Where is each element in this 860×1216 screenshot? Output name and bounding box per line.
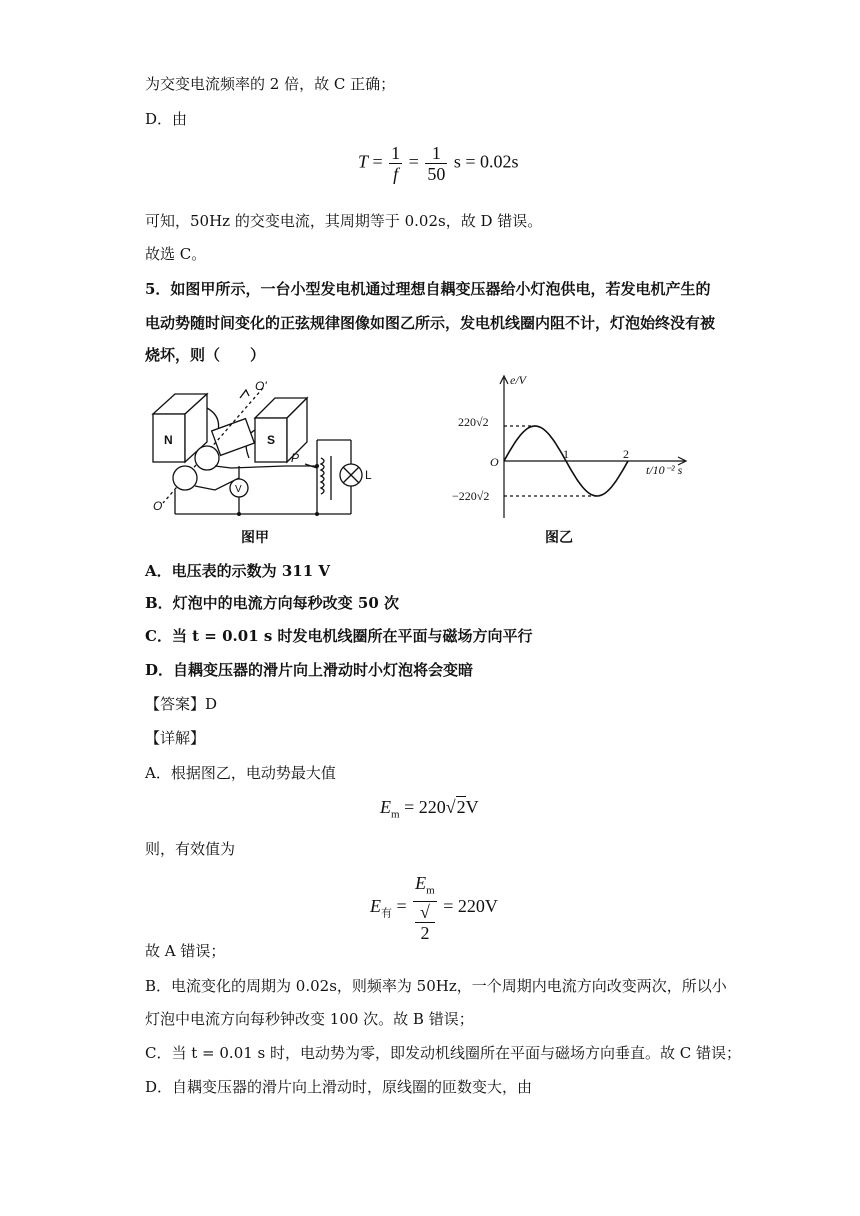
x-axis-label: t/10⁻² s bbox=[646, 463, 683, 477]
paragraph-line: 则，有效值为 bbox=[145, 840, 236, 858]
magnet-S-label: S bbox=[267, 433, 276, 447]
y-tick-max: 220√2 bbox=[458, 415, 489, 429]
paragraph-line: 故选 C。 bbox=[145, 245, 207, 263]
paragraph-line: 故 A 错误； bbox=[145, 942, 226, 960]
lamp-label: L bbox=[365, 468, 372, 482]
axis-O-label: O bbox=[153, 499, 163, 513]
equation-effective-emf: $E_有$ = $E_m$ √ 2 = 220V bbox=[370, 873, 498, 943]
origin-label: O bbox=[490, 455, 499, 469]
slider-label: P bbox=[291, 451, 300, 465]
y-axis-label: e/V bbox=[510, 373, 526, 387]
paragraph-line: 为交变电流频率的 2 倍，故 C 正确； bbox=[145, 75, 396, 93]
voltmeter-label: V bbox=[235, 484, 242, 495]
option-B: B．灯泡中的电流方向每秒改变 50 次 bbox=[145, 594, 399, 612]
generator-circuit-figure bbox=[145, 378, 385, 528]
paragraph-line: 灯泡中电流方向每秒钟改变 100 次。故 B 错误； bbox=[145, 1010, 474, 1028]
paragraph-line: 可知，50Hz 的交变电流，其周期等于 0.02s，故 D 错误。 bbox=[145, 212, 543, 230]
equation-period: T = $\frac{1}{f}$ = $\frac{1}{50}$ s = 0.02s bbox=[358, 143, 519, 184]
question-text: 烧坏，则（ ） bbox=[145, 346, 266, 364]
x-tick-2: 2 bbox=[623, 447, 629, 461]
figure-caption: 图乙 bbox=[545, 530, 573, 546]
figure-caption: 图甲 bbox=[241, 530, 269, 546]
y-tick-min: −220√2 bbox=[452, 489, 490, 503]
paragraph-line: D．由 bbox=[145, 110, 188, 128]
paragraph-line: C．当 t = 0.01 s 时，电动势为零，即发动机线圈所在平面与磁场方向垂直。故 C 错误； bbox=[145, 1044, 742, 1062]
question-text: 电动势随时间变化的正弦规律图像如图乙所示，发电机线圈内阻不计，灯泡始终没有被 bbox=[145, 314, 716, 332]
detail-heading: 【详解】 bbox=[145, 729, 206, 747]
magnet-N-label: N bbox=[164, 433, 173, 447]
paragraph-line: B．电流变化的周期为 0.02s，则频率为 50Hz，一个周期内电流方向改变两次，所以小 bbox=[145, 977, 727, 995]
option-A: A．电压表的示数为 311 V bbox=[145, 562, 331, 580]
option-C: C．当 t = 0.01 s 时发电机线圈所在平面与磁场方向平行 bbox=[145, 627, 533, 645]
emf-sine-graph bbox=[440, 370, 710, 530]
x-tick-1: 1 bbox=[563, 447, 569, 461]
question-text: 5．如图甲所示，一台小型发电机通过理想自耦变压器给小灯泡供电，若发电机产生的 bbox=[145, 280, 711, 298]
option-D: D．自耦变压器的滑片向上滑动时小灯泡将会变暗 bbox=[145, 661, 474, 679]
axis-O-prime-label: O' bbox=[255, 379, 267, 393]
paragraph-line: A．根据图乙，电动势最大值 bbox=[145, 764, 336, 782]
answer-line: 【答案】D bbox=[145, 695, 218, 713]
equation-max-emf: $E_m = 220√2V$ bbox=[380, 797, 479, 821]
paragraph-line: D．自耦变压器的滑片向上滑动时，原线圈的匝数变大，由 bbox=[145, 1078, 533, 1096]
